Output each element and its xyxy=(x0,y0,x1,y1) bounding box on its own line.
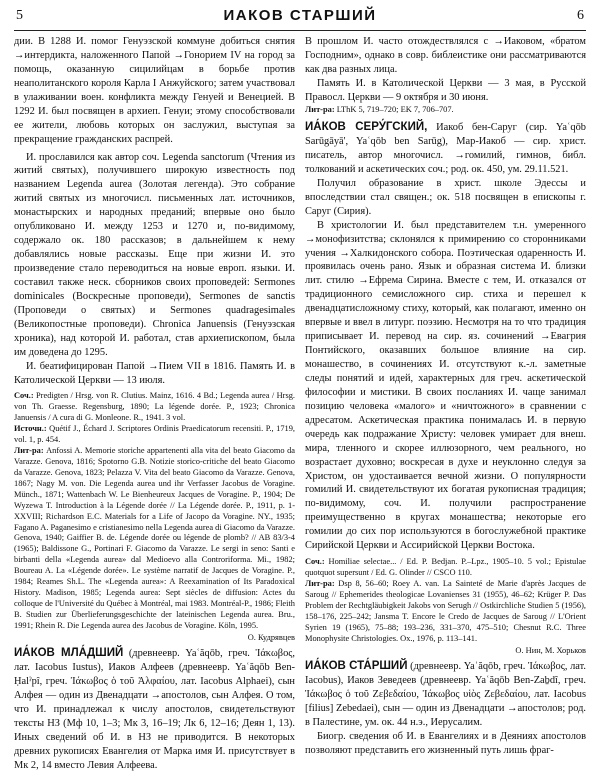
bibliography-label: Лит-ра: xyxy=(305,104,335,114)
page-number-left: 5 xyxy=(16,8,23,23)
paragraph: дии. В 1288 И. помог Генуэзской коммуне добиться снятия →интердикта, наложенного Папой →Гонорием IV на город за помощь, оказанную сицилийцам в борьбе против неаполитанского короля Карла I Анжуйского; затем участвовал в улаживании воен. конфликта между Генуей и Венецией. В 1292 И. был посвящен в архиеп. Генуи; этому способствовали ее жители, любовь которых он заслужил, выступая за прекращение гражданских распрей. xyxy=(14,36,295,145)
paragraph: Биогр. сведения об И. в Евангелиях и в Деяниях апостолов позволяют представить его жизненный путь лишь фраг- xyxy=(305,730,586,756)
sources-label: Источн.: xyxy=(14,424,47,434)
sources-list xyxy=(14,424,295,446)
paragraph: Получил образование в христ. школе Эдессы и впоследствии стал священ.; ок. 518 посвящен в епископы г. Саруг (Сирия). xyxy=(305,177,586,217)
works-text: Homiliae selectae... / Ed. P. Bedjan. P.–Lpz., 1905–10. 5 vol.; Epistulae quotquot supersunt / Ed. G. Olinder // CSCO 110. xyxy=(305,557,586,578)
bibliography-text: LThK 5, 719–720; EK 7, 706–707. xyxy=(334,104,454,114)
entry-text: (древнеевр. Yaʿăqōb, греч. Ἰάκωβος, лат. Iacobus Iustus), Иаков Алфеев (древнеевр. Yaʿăqōb Ben-Ḥalˀpî, греч. Ἰάκωβος ὁ τοῦ Ἀλφαίου, лат. Iacobus Alphaei), сын Алфея — один из Двенадцати →апостолов, сын Алфея. О том, что И. принадлежал к числу апостолов, свидетельствуют тексты НЗ (Мф 10, 1–3; Мк 3, 16–19; Лк 6, 12–16; Деян 1, 13). Иных сведений об И. в НЗ не приводится. В некоторых древних рукописях Евангелия от Марка имя И. присутствует в Мк 2, 14 вместо Левия Алфеева. xyxy=(14,647,295,771)
running-header xyxy=(14,6,586,31)
bibliography-label: Лит-ра: xyxy=(14,446,44,456)
works-list xyxy=(14,391,295,424)
entry xyxy=(305,120,586,177)
bibliography-text: Dsp 8, 56–60; Roey A. van. La Sainteté de Marie d'après Jacques de Saroug // Ephemerides theologicae Lovanienses 31 (1955), 46–62; Krüger P. Das Problem der Rechtgläubigkeit Jakobs von Serugh // Ostkirchliche Studien 5 (1956), 158–176, 225–242; Jansma T. Encore le Credo de Jacques de Saroug // L'Orient Syrien 19 (1965), 75–88; 193–236, 331–370, 475–510; Chesnut R.C. Three Monophysite Christologies. Ox., 1976, p. 113–141. xyxy=(305,578,586,643)
bibliography-label: Лит-ра: xyxy=(305,578,335,588)
paragraph: Память И. в Католической Церкви — 3 мая, в Русской Правосл. Церкви — 9 октября и 30 июня. xyxy=(305,77,586,103)
paragraph: В христологии И. был представителем т.н. умеренного →монофизитства; склонялся к примирению со сторонниками учения →Халкидонского собора. Поэтическая одаренность И. проявилась очень рано. Язык и образная система И. близки лит. стилю →Ефрема Сирина. Вместе с тем, И. отказался от традиционного семисложного сир. стиха и перешел к двенадцатисложному стиху, который, как полагают, именно он впервые и ввел в литург. поэзию. Несмотря на то что традиция приписывает И. перевод на сир. яз. сочинений →Евагрия Понтийского, оказавших большое влияние на сир. монашество, в сочинениях И. отсутствуют к.-л. заметные следы понятий и идей, характерных для греч. аскетической философии и мистики. В своих посланиях И. чаще занимал позицию человека «малого» и «ничтожного» в сравнении с адресатом. Аскетическая практика понималась И. в первую очередь как подражание Христу: человек умирает для внеш. мира, тленного и скорее иллюзорного, чем реального, но возрастает духовно; воскресая в духе и неуклонно следуя за Христом, он удостаивается вечной жизни. О популярности гомилий И. свидетельствуют их богатая рукописная традиция; по-видимому, соч. И. получили распространение преимущественно в кругах монашества; некоторые его гомилии до сих пор используются в богослужебной практике Сирийской Церкви и Ассирийской Церкви Востока. xyxy=(305,219,586,552)
paragraph: И. прославился как автор соч. Legenda sanctorum (Чтения из житий святых), получившего широкую известность под названием Legenda aurea (Золотая легенда). Это собрание житий святых из многочисл. письменных лат. источников, монастырских и народных преданий; впервые оно было опубликовано И. между 1253 и 1270 и, по-видимому, содержало ок. 180 рассказов; в дальнейшем к нему добавлялись новые рассказы. Еще при жизни И. это произведение стало переводиться на новые европ. языки. И. составил также неск. сборников своих проповедей: Sermones dominicales (Воскресные проповеди), Sermones de sanctis (Проповеди о святых) и Sermones quadragesimales (Великопостные проповеди). Chronica Januensis (Генуэзская хроника), над которой И. работал, став архиепископом, была им доведена до 1295. xyxy=(14,151,295,358)
works-label: Соч.: xyxy=(14,391,34,401)
entry-headword: ИА́КОВ СЕРУ́ГСКИЙ, xyxy=(305,120,428,133)
left-column xyxy=(14,35,295,773)
bibliography xyxy=(14,446,295,632)
right-column xyxy=(305,35,586,773)
bibliography-text: Anfossi A. Memorie storiche appartenenti alla vita del beato Giacomo da Varazze. Genova, 1816; Spotorno G.B. Notizie storico-critiche del beato Giacomo da Varazze. Genova, 1823; Pelazza V. Vita del beato Giacomo da Varazze. Genova, 1867; Nagy M. von. Die Legenda aurea und ihr Verfasser Jacobus de Voragine. Münch., 1871; Wattenbach W. Le Bienheureux Jacques de Voragine. P., 1904; De Wyzewa T. Introduction à la Légende dorée // La Légende dorée. P., 1911, p. 1-XXVIII; Richardson E.C. Materials for a Life of Jacopo da Voragine. NY., 1935; Fagano A. Paganesimo e cristianesimo nella Legenda aurea di Giacomo da Varazze. Genova, 1940; Gaiffier B. de. Légende dorée ou légende de plomb? // AB 83/3-4 (1965); Baldissone G., Portinari F. Giacomo da Varazze. Le sergi in seno: Santi e birbanti della «Legenda aurea» dal Medioevo alla Controriforma. Mi., 1982; Boureau A. La «Légende dorée». Le système narratif de Jacques de Voragine. P., 1984; Reames Sh.L. The «Legenda aurea»: A Reexamination of Its Paradoxical History. Madison, 1985; Legenda aurea: Sept siècles de diffusion: Actes du colloque de l'Université du Québec à Montréal, mai 1983. Montréal-P., 1986; Fleith B. Studien zur Überlieferungsgeschichte der lateinischen Legenda aurea. Bru., 1991; Rhein R. Die Legenda aurea des Jacobus de Voragine. Köln, 1995. xyxy=(14,446,295,630)
entry-headword: ИА́КОВ СТА́РШИЙ xyxy=(305,659,408,672)
works-text: Predigten / Hrsg. von R. Clutius. Mainz, 1616. 4 Bd.; Legenda aurea / Hrsg. von Th. Graesse. Regensburg, 1890; La légende dorée. P., 1923; Chronica Januensis / A cura di G. Monleone. R., 1941. 3 vol. xyxy=(14,391,295,423)
entry xyxy=(14,646,295,773)
paragraph: И. беатифицирован Папой →Пием VII в 1816. Память И. в Католической Церкви — 13 июля. xyxy=(14,360,295,386)
author-signature: О. Нин, М. Хорьков xyxy=(515,645,586,655)
entry-headword: ИА́КОВ МЛА́ДШИЙ xyxy=(14,646,124,659)
bibliography xyxy=(305,579,586,645)
entry-text: Иакоб бен-Саруг (сир. Yaʿqōb Sarūgāyā', Yaʿqōb ben Sarūg), Мар-Иакоб — сир. христ. писатель, автор многочисл. →гомилий, гимнов, библ. толкований и аскетических соч.; род. ок. 450, ум. 29.11.521. xyxy=(305,121,586,175)
entry xyxy=(305,659,586,730)
sources-text: Quétif J., Échard J. Scriptores Ordinis Praedicatorum recensiti. P., 1719, vol. 1, p. 454. xyxy=(14,424,295,445)
running-title: ИАКОВ СТАРШИЙ xyxy=(223,7,377,24)
bibliography xyxy=(305,105,586,116)
author-signature: О. Кудрявцев xyxy=(247,632,295,642)
entry-text: (древнеевр. Yaʿăqōb, греч. Ἰάκωβος, лат. Iacobus), Иаков Зеведеев (древнеевр. Yaʿăqōb Ben-Zaḇdî, греч. Ἰάκωβος ὁ τοῦ Ζεβεδαίου, Ἰάκωβος υἱὸς Ζεβεδαίου, лат. Iacobus [filius] Zebedaei), сын — один из Двенадцати →апостолов; род. в Палестине, ум. ок. 44 н.э., Иерусалим. xyxy=(305,660,586,728)
works-label: Соч.: xyxy=(305,557,325,567)
paragraph: В прошлом И. часто отождествлялся с →Иаковом, «братом Господним», однако в совр. библеистике они рассматриваются как два разных лица. xyxy=(305,36,586,75)
page-number-right: 6 xyxy=(577,8,584,23)
works-list xyxy=(305,557,586,579)
